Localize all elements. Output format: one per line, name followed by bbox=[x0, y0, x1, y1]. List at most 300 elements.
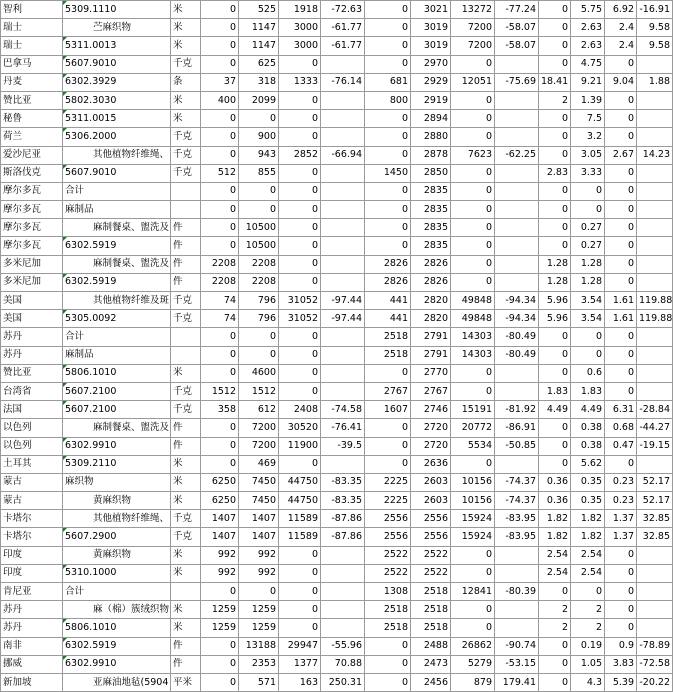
unit-cell[interactable] bbox=[171, 583, 201, 601]
value-cell[interactable]: 1.37 bbox=[605, 528, 637, 546]
unit-cell[interactable]: 件 bbox=[171, 437, 201, 455]
product-name-cell[interactable]: 黄麻织物 bbox=[63, 546, 171, 564]
value-cell[interactable]: -94.34 bbox=[495, 310, 539, 328]
value-cell[interactable]: 2518 bbox=[411, 601, 451, 619]
value-cell[interactable]: 1.28 bbox=[571, 273, 605, 291]
unit-cell[interactable]: 件 bbox=[171, 219, 201, 237]
product-name-cell[interactable]: 麻制品 bbox=[63, 346, 171, 364]
value-cell[interactable]: 0 bbox=[365, 673, 411, 691]
value-cell[interactable]: -61.77 bbox=[321, 19, 365, 37]
value-cell[interactable] bbox=[495, 364, 539, 382]
value-cell[interactable]: 0 bbox=[239, 182, 279, 200]
value-cell[interactable]: 0.38 bbox=[571, 419, 605, 437]
value-cell[interactable] bbox=[637, 219, 673, 237]
value-cell[interactable]: 0 bbox=[539, 437, 571, 455]
value-cell[interactable]: 2826 bbox=[411, 255, 451, 273]
value-cell[interactable]: 855 bbox=[239, 164, 279, 182]
value-cell[interactable]: 2556 bbox=[365, 510, 411, 528]
value-cell[interactable]: 4.49 bbox=[571, 401, 605, 419]
value-cell[interactable]: 0 bbox=[451, 164, 495, 182]
value-cell[interactable]: 0 bbox=[365, 455, 411, 473]
value-cell[interactable]: 4.75 bbox=[571, 55, 605, 73]
value-cell[interactable]: 318 bbox=[239, 73, 279, 91]
unit-cell[interactable]: 千克 bbox=[171, 528, 201, 546]
value-cell[interactable]: 2 bbox=[539, 91, 571, 109]
value-cell[interactable]: 5.96 bbox=[539, 310, 571, 328]
value-cell[interactable]: 7200 bbox=[239, 437, 279, 455]
value-cell[interactable]: 49848 bbox=[451, 310, 495, 328]
unit-cell[interactable]: 米 bbox=[171, 564, 201, 582]
value-cell[interactable]: 1.37 bbox=[605, 510, 637, 528]
value-cell[interactable]: 3.83 bbox=[605, 655, 637, 673]
value-cell[interactable]: 612 bbox=[239, 401, 279, 419]
value-cell[interactable]: 1259 bbox=[239, 619, 279, 637]
value-cell[interactable]: 2919 bbox=[411, 91, 451, 109]
value-cell[interactable]: 3.33 bbox=[571, 164, 605, 182]
value-cell[interactable] bbox=[637, 328, 673, 346]
value-cell[interactable]: -83.35 bbox=[321, 473, 365, 491]
country-cell[interactable]: 斯洛伐克 bbox=[1, 164, 63, 182]
value-cell[interactable]: -97.44 bbox=[321, 292, 365, 310]
value-cell[interactable]: 0 bbox=[201, 219, 239, 237]
value-cell[interactable]: 2099 bbox=[239, 91, 279, 109]
value-cell[interactable]: 32.85 bbox=[637, 510, 673, 528]
unit-cell[interactable]: 千克 bbox=[171, 146, 201, 164]
country-cell[interactable]: 摩尔多瓦 bbox=[1, 237, 63, 255]
value-cell[interactable]: 2826 bbox=[411, 273, 451, 291]
value-cell[interactable]: 0 bbox=[451, 364, 495, 382]
value-cell[interactable]: 2208 bbox=[239, 255, 279, 273]
value-cell[interactable]: 1.05 bbox=[571, 655, 605, 673]
value-cell[interactable]: 0.23 bbox=[605, 473, 637, 491]
value-cell[interactable]: 179.41 bbox=[495, 673, 539, 691]
value-cell[interactable]: -83.95 bbox=[495, 510, 539, 528]
product-name-cell[interactable]: 其他植物纤维绳、 bbox=[63, 146, 171, 164]
value-cell[interactable]: 0.36 bbox=[539, 473, 571, 491]
value-cell[interactable]: 1.39 bbox=[571, 91, 605, 109]
value-cell[interactable]: 2767 bbox=[411, 382, 451, 400]
country-cell[interactable]: 瑞士 bbox=[1, 19, 63, 37]
value-cell[interactable]: 0 bbox=[279, 128, 321, 146]
value-cell[interactable]: 2556 bbox=[411, 528, 451, 546]
value-cell[interactable]: 0 bbox=[201, 110, 239, 128]
value-cell[interactable]: 1607 bbox=[365, 401, 411, 419]
value-cell[interactable] bbox=[495, 601, 539, 619]
value-cell[interactable]: 800 bbox=[365, 91, 411, 109]
value-cell[interactable]: 9.04 bbox=[605, 73, 637, 91]
hs-code-cell[interactable]: 5607.9010 bbox=[63, 164, 171, 182]
value-cell[interactable]: 15924 bbox=[451, 528, 495, 546]
value-cell[interactable]: 11589 bbox=[279, 510, 321, 528]
value-cell[interactable]: 0 bbox=[539, 110, 571, 128]
value-cell[interactable]: 992 bbox=[239, 564, 279, 582]
unit-cell[interactable]: 件 bbox=[171, 237, 201, 255]
unit-cell[interactable]: 米 bbox=[171, 37, 201, 55]
value-cell[interactable]: 0 bbox=[451, 255, 495, 273]
unit-cell[interactable]: 米 bbox=[171, 546, 201, 564]
value-cell[interactable]: 20772 bbox=[451, 419, 495, 437]
country-cell[interactable]: 印度 bbox=[1, 564, 63, 582]
value-cell[interactable]: 0 bbox=[201, 455, 239, 473]
country-cell[interactable]: 卡塔尔 bbox=[1, 528, 63, 546]
value-cell[interactable]: 15191 bbox=[451, 401, 495, 419]
value-cell[interactable]: 2473 bbox=[411, 655, 451, 673]
value-cell[interactable]: -44.27 bbox=[637, 419, 673, 437]
value-cell[interactable] bbox=[637, 91, 673, 109]
value-cell[interactable]: 0 bbox=[365, 437, 411, 455]
country-cell[interactable]: 摩尔多瓦 bbox=[1, 182, 63, 200]
value-cell[interactable] bbox=[321, 546, 365, 564]
value-cell[interactable]: 0 bbox=[539, 19, 571, 37]
value-cell[interactable] bbox=[321, 201, 365, 219]
value-cell[interactable]: 0 bbox=[451, 382, 495, 400]
value-cell[interactable]: 0 bbox=[201, 1, 239, 19]
value-cell[interactable]: 0 bbox=[239, 110, 279, 128]
unit-cell[interactable]: 米 bbox=[171, 91, 201, 109]
value-cell[interactable]: 2.63 bbox=[571, 19, 605, 37]
country-cell[interactable]: 蒙古 bbox=[1, 473, 63, 491]
value-cell[interactable]: 0 bbox=[539, 419, 571, 437]
value-cell[interactable]: 0.6 bbox=[571, 364, 605, 382]
hs-code-cell[interactable]: 5306.2000 bbox=[63, 128, 171, 146]
value-cell[interactable]: 2225 bbox=[365, 492, 411, 510]
value-cell[interactable]: 3.05 bbox=[571, 146, 605, 164]
value-cell[interactable]: 29947 bbox=[279, 637, 321, 655]
country-cell[interactable]: 巴拿马 bbox=[1, 55, 63, 73]
value-cell[interactable]: -87.86 bbox=[321, 510, 365, 528]
value-cell[interactable]: 0 bbox=[451, 91, 495, 109]
value-cell[interactable]: 0.9 bbox=[605, 637, 637, 655]
value-cell[interactable]: 0 bbox=[605, 364, 637, 382]
value-cell[interactable]: 0 bbox=[279, 328, 321, 346]
product-name-cell[interactable]: 合计 bbox=[63, 328, 171, 346]
product-name-cell[interactable]: 麻制餐桌、盥洗及 bbox=[63, 219, 171, 237]
country-cell[interactable]: 苏丹 bbox=[1, 328, 63, 346]
value-cell[interactable]: 10156 bbox=[451, 492, 495, 510]
country-cell[interactable]: 肯尼亚 bbox=[1, 583, 63, 601]
value-cell[interactable] bbox=[495, 201, 539, 219]
value-cell[interactable]: 0 bbox=[451, 128, 495, 146]
value-cell[interactable]: 1407 bbox=[201, 528, 239, 546]
unit-cell[interactable]: 米 bbox=[171, 364, 201, 382]
value-cell[interactable] bbox=[637, 201, 673, 219]
value-cell[interactable]: -58.07 bbox=[495, 37, 539, 55]
value-cell[interactable]: 3021 bbox=[411, 1, 451, 19]
country-cell[interactable]: 台湾省 bbox=[1, 382, 63, 400]
value-cell[interactable] bbox=[637, 255, 673, 273]
value-cell[interactable]: 796 bbox=[239, 310, 279, 328]
value-cell[interactable]: 5534 bbox=[451, 437, 495, 455]
value-cell[interactable]: 0 bbox=[605, 91, 637, 109]
hs-code-cell[interactable]: 5607.2100 bbox=[63, 382, 171, 400]
value-cell[interactable]: 441 bbox=[365, 310, 411, 328]
value-cell[interactable]: 0 bbox=[605, 164, 637, 182]
value-cell[interactable]: 0 bbox=[539, 328, 571, 346]
value-cell[interactable]: -80.49 bbox=[495, 328, 539, 346]
value-cell[interactable]: 0 bbox=[539, 1, 571, 19]
value-cell[interactable]: 74 bbox=[201, 292, 239, 310]
value-cell[interactable] bbox=[495, 546, 539, 564]
unit-cell[interactable]: 米 bbox=[171, 473, 201, 491]
value-cell[interactable]: -77.24 bbox=[495, 1, 539, 19]
value-cell[interactable]: 0 bbox=[451, 219, 495, 237]
value-cell[interactable]: 0.35 bbox=[571, 492, 605, 510]
value-cell[interactable]: 4.3 bbox=[571, 673, 605, 691]
value-cell[interactable]: 1407 bbox=[239, 528, 279, 546]
country-cell[interactable]: 苏丹 bbox=[1, 619, 63, 637]
hs-code-cell[interactable]: 6302.5919 bbox=[63, 237, 171, 255]
value-cell[interactable]: 0 bbox=[539, 637, 571, 655]
value-cell[interactable]: -20.22 bbox=[637, 673, 673, 691]
value-cell[interactable]: 441 bbox=[365, 292, 411, 310]
value-cell[interactable]: 0 bbox=[605, 201, 637, 219]
value-cell[interactable]: 0 bbox=[451, 455, 495, 473]
value-cell[interactable]: -72.58 bbox=[637, 655, 673, 673]
country-cell[interactable]: 美国 bbox=[1, 292, 63, 310]
value-cell[interactable] bbox=[637, 182, 673, 200]
value-cell[interactable] bbox=[495, 219, 539, 237]
value-cell[interactable]: 3019 bbox=[411, 37, 451, 55]
value-cell[interactable]: 0 bbox=[539, 346, 571, 364]
value-cell[interactable] bbox=[321, 328, 365, 346]
value-cell[interactable]: 0 bbox=[605, 619, 637, 637]
value-cell[interactable]: 0 bbox=[365, 219, 411, 237]
country-cell[interactable]: 摩尔多瓦 bbox=[1, 201, 63, 219]
value-cell[interactable]: 2.4 bbox=[605, 37, 637, 55]
value-cell[interactable]: 1.82 bbox=[571, 510, 605, 528]
value-cell[interactable]: 3.54 bbox=[571, 310, 605, 328]
value-cell[interactable]: 1407 bbox=[201, 510, 239, 528]
value-cell[interactable]: 0 bbox=[451, 201, 495, 219]
value-cell[interactable]: 0 bbox=[201, 637, 239, 655]
value-cell[interactable]: 6.31 bbox=[605, 401, 637, 419]
value-cell[interactable]: 32.85 bbox=[637, 528, 673, 546]
value-cell[interactable]: 2208 bbox=[239, 273, 279, 291]
value-cell[interactable]: 992 bbox=[239, 546, 279, 564]
hs-code-cell[interactable]: 6302.9910 bbox=[63, 655, 171, 673]
product-name-cell[interactable]: 麻（棉）簇绒织物 bbox=[63, 601, 171, 619]
value-cell[interactable]: 2.4 bbox=[605, 19, 637, 37]
value-cell[interactable] bbox=[495, 382, 539, 400]
value-cell[interactable]: 0 bbox=[605, 273, 637, 291]
value-cell[interactable]: 2835 bbox=[411, 201, 451, 219]
value-cell[interactable]: -19.15 bbox=[637, 437, 673, 455]
value-cell[interactable]: 10500 bbox=[239, 219, 279, 237]
value-cell[interactable]: 0 bbox=[201, 583, 239, 601]
value-cell[interactable]: 681 bbox=[365, 73, 411, 91]
value-cell[interactable]: 0.23 bbox=[605, 492, 637, 510]
value-cell[interactable] bbox=[321, 619, 365, 637]
value-cell[interactable] bbox=[321, 237, 365, 255]
value-cell[interactable]: 0.47 bbox=[605, 437, 637, 455]
value-cell[interactable]: -87.86 bbox=[321, 528, 365, 546]
value-cell[interactable] bbox=[321, 346, 365, 364]
value-cell[interactable] bbox=[637, 583, 673, 601]
value-cell[interactable]: 512 bbox=[201, 164, 239, 182]
value-cell[interactable]: 0.19 bbox=[571, 637, 605, 655]
value-cell[interactable]: 2835 bbox=[411, 237, 451, 255]
value-cell[interactable]: 2746 bbox=[411, 401, 451, 419]
value-cell[interactable]: 0 bbox=[365, 19, 411, 37]
hs-code-cell[interactable]: 5607.2100 bbox=[63, 401, 171, 419]
value-cell[interactable] bbox=[321, 364, 365, 382]
country-cell[interactable]: 南非 bbox=[1, 637, 63, 655]
value-cell[interactable]: 0 bbox=[201, 146, 239, 164]
value-cell[interactable] bbox=[637, 128, 673, 146]
unit-cell[interactable]: 千克 bbox=[171, 292, 201, 310]
value-cell[interactable]: 0 bbox=[539, 219, 571, 237]
value-cell[interactable]: 2518 bbox=[365, 328, 411, 346]
country-cell[interactable]: 丹麦 bbox=[1, 73, 63, 91]
value-cell[interactable]: 943 bbox=[239, 146, 279, 164]
value-cell[interactable]: 70.88 bbox=[321, 655, 365, 673]
value-cell[interactable] bbox=[637, 110, 673, 128]
value-cell[interactable]: -83.35 bbox=[321, 492, 365, 510]
value-cell[interactable]: 992 bbox=[201, 546, 239, 564]
product-name-cell[interactable]: 麻制品 bbox=[63, 201, 171, 219]
value-cell[interactable]: -76.14 bbox=[321, 73, 365, 91]
value-cell[interactable]: 0 bbox=[279, 164, 321, 182]
product-name-cell[interactable]: 合计 bbox=[63, 583, 171, 601]
value-cell[interactable]: -97.44 bbox=[321, 310, 365, 328]
value-cell[interactable]: 0 bbox=[451, 601, 495, 619]
value-cell[interactable]: -62.25 bbox=[495, 146, 539, 164]
unit-cell[interactable]: 米 bbox=[171, 619, 201, 637]
value-cell[interactable]: 2.54 bbox=[539, 564, 571, 582]
value-cell[interactable]: 0 bbox=[605, 182, 637, 200]
value-cell[interactable]: 0 bbox=[605, 382, 637, 400]
value-cell[interactable]: 0 bbox=[605, 328, 637, 346]
product-name-cell[interactable]: 麻制餐桌、盥洗及 bbox=[63, 419, 171, 437]
value-cell[interactable]: 9.58 bbox=[637, 37, 673, 55]
value-cell[interactable]: 0 bbox=[279, 55, 321, 73]
value-cell[interactable]: 5.62 bbox=[571, 455, 605, 473]
value-cell[interactable]: 525 bbox=[239, 1, 279, 19]
value-cell[interactable]: -28.84 bbox=[637, 401, 673, 419]
value-cell[interactable]: 7200 bbox=[451, 19, 495, 37]
value-cell[interactable]: 74 bbox=[201, 310, 239, 328]
hs-code-cell[interactable]: 6302.9910 bbox=[63, 437, 171, 455]
value-cell[interactable]: 0 bbox=[571, 346, 605, 364]
country-cell[interactable]: 摩尔多瓦 bbox=[1, 219, 63, 237]
value-cell[interactable]: 0 bbox=[365, 637, 411, 655]
product-name-cell[interactable]: 其他植物纤维绳、 bbox=[63, 510, 171, 528]
value-cell[interactable] bbox=[321, 219, 365, 237]
value-cell[interactable]: 2522 bbox=[365, 564, 411, 582]
value-cell[interactable]: 0 bbox=[605, 128, 637, 146]
hs-code-cell[interactable]: 5309.1110 bbox=[63, 1, 171, 19]
value-cell[interactable]: 0 bbox=[201, 437, 239, 455]
value-cell[interactable]: 0.36 bbox=[539, 492, 571, 510]
value-cell[interactable]: 26862 bbox=[451, 637, 495, 655]
value-cell[interactable]: 0 bbox=[365, 182, 411, 200]
value-cell[interactable]: 0 bbox=[451, 110, 495, 128]
value-cell[interactable]: 119.88 bbox=[637, 292, 673, 310]
value-cell[interactable]: -75.69 bbox=[495, 73, 539, 91]
value-cell[interactable]: 0 bbox=[451, 237, 495, 255]
value-cell[interactable]: 2.83 bbox=[539, 164, 571, 182]
value-cell[interactable] bbox=[321, 110, 365, 128]
value-cell[interactable]: 0 bbox=[365, 1, 411, 19]
country-cell[interactable]: 法国 bbox=[1, 401, 63, 419]
unit-cell[interactable]: 平米 bbox=[171, 673, 201, 691]
value-cell[interactable]: 3.2 bbox=[571, 128, 605, 146]
value-cell[interactable]: 0 bbox=[365, 55, 411, 73]
product-name-cell[interactable]: 黄麻织物 bbox=[63, 492, 171, 510]
value-cell[interactable]: 6.92 bbox=[605, 1, 637, 19]
value-cell[interactable]: 2720 bbox=[411, 419, 451, 437]
unit-cell[interactable]: 米 bbox=[171, 601, 201, 619]
value-cell[interactable]: 1512 bbox=[201, 382, 239, 400]
value-cell[interactable]: -39.5 bbox=[321, 437, 365, 455]
value-cell[interactable]: 0 bbox=[365, 201, 411, 219]
value-cell[interactable]: 2 bbox=[539, 601, 571, 619]
value-cell[interactable]: 1.82 bbox=[571, 528, 605, 546]
value-cell[interactable]: 2791 bbox=[411, 328, 451, 346]
value-cell[interactable] bbox=[495, 128, 539, 146]
country-cell[interactable]: 新加坡 bbox=[1, 673, 63, 691]
value-cell[interactable]: 0.35 bbox=[571, 473, 605, 491]
unit-cell[interactable]: 千克 bbox=[171, 164, 201, 182]
country-cell[interactable]: 以色列 bbox=[1, 437, 63, 455]
value-cell[interactable]: 7623 bbox=[451, 146, 495, 164]
value-cell[interactable]: -81.92 bbox=[495, 401, 539, 419]
value-cell[interactable]: 1147 bbox=[239, 19, 279, 37]
value-cell[interactable]: 5.39 bbox=[605, 673, 637, 691]
value-cell[interactable] bbox=[495, 182, 539, 200]
value-cell[interactable]: 2929 bbox=[411, 73, 451, 91]
value-cell[interactable]: -80.39 bbox=[495, 583, 539, 601]
value-cell[interactable]: 11589 bbox=[279, 528, 321, 546]
value-cell[interactable]: 0 bbox=[239, 583, 279, 601]
unit-cell[interactable]: 件 bbox=[171, 637, 201, 655]
unit-cell[interactable]: 米 bbox=[171, 19, 201, 37]
value-cell[interactable]: 14303 bbox=[451, 346, 495, 364]
country-cell[interactable]: 秘鲁 bbox=[1, 110, 63, 128]
value-cell[interactable]: 0 bbox=[239, 346, 279, 364]
unit-cell[interactable] bbox=[171, 346, 201, 364]
value-cell[interactable]: -61.77 bbox=[321, 37, 365, 55]
value-cell[interactable] bbox=[321, 55, 365, 73]
value-cell[interactable]: 0 bbox=[201, 55, 239, 73]
value-cell[interactable]: 37 bbox=[201, 73, 239, 91]
value-cell[interactable]: 0 bbox=[201, 19, 239, 37]
value-cell[interactable]: 0 bbox=[365, 146, 411, 164]
value-cell[interactable] bbox=[321, 583, 365, 601]
value-cell[interactable]: 0 bbox=[605, 546, 637, 564]
value-cell[interactable]: 2556 bbox=[365, 528, 411, 546]
value-cell[interactable]: 2835 bbox=[411, 182, 451, 200]
value-cell[interactable]: 31052 bbox=[279, 310, 321, 328]
value-cell[interactable] bbox=[495, 164, 539, 182]
value-cell[interactable]: 2880 bbox=[411, 128, 451, 146]
hs-code-cell[interactable]: 6302.3929 bbox=[63, 73, 171, 91]
value-cell[interactable]: 1.28 bbox=[539, 255, 571, 273]
value-cell[interactable]: 2408 bbox=[279, 401, 321, 419]
value-cell[interactable]: 796 bbox=[239, 292, 279, 310]
value-cell[interactable]: 0 bbox=[451, 564, 495, 582]
country-cell[interactable]: 瑞士 bbox=[1, 37, 63, 55]
value-cell[interactable]: 2522 bbox=[411, 546, 451, 564]
value-cell[interactable] bbox=[637, 564, 673, 582]
value-cell[interactable]: 1.88 bbox=[637, 73, 673, 91]
unit-cell[interactable]: 件 bbox=[171, 419, 201, 437]
value-cell[interactable] bbox=[495, 564, 539, 582]
value-cell[interactable]: 0 bbox=[239, 201, 279, 219]
value-cell[interactable]: 0 bbox=[539, 237, 571, 255]
value-cell[interactable]: 2518 bbox=[365, 619, 411, 637]
value-cell[interactable]: 2720 bbox=[411, 437, 451, 455]
